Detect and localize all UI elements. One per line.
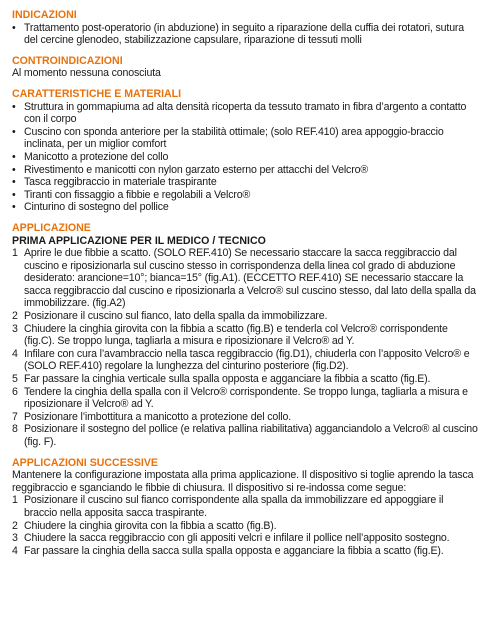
application-steps [12,247,479,449]
subsequent-step [12,545,479,558]
step-number: 7 [12,410,18,423]
features-item: • Manicotto a protezione del collo [12,151,479,164]
step-number: 2 [12,310,18,323]
step-number: 4 [12,544,18,557]
indications-section [12,9,479,47]
features-item: • Cuscino con sponda anteriore per la stabilità ottimale; (solo REF.410) area appoggio-braccio inclinata, per un miglior comfort [12,126,479,151]
subsequent-section [12,457,479,558]
application-step [12,323,479,348]
features-item: • Tiranti con fissaggio a fibbie e regolabili a Velcro® [12,189,479,202]
step-number: 3 [12,532,18,545]
application-step [12,386,479,411]
application-step [12,247,479,310]
step-text: Far passare la cinghia della sacca sulla spalla opposta e agganciare la fibbia a scatto (fig.E). [24,544,444,557]
step-number: 1 [12,247,18,260]
features-item: • Struttura in gommapiuma ad alta densità ricoperta da tessuto tramato in fibra d’argento a contatto con il corpo [12,101,479,126]
features-item: • Rivestimento e manicotti con nylon garzato esterno per attacchi del Velcro® [12,164,479,177]
step-number: 2 [12,519,18,532]
step-text: Chiudere la cinghia girovita con la fibbia a scatto (fig.B). [24,519,277,532]
indications-list [12,22,479,47]
subsequent-intro: Mantenere la configurazione impostata alla prima applicazione. Il dispositivo si toglie aprendo la tasca reggibraccio e sganciando le fibbie di chiusura. Il dispositivo si re-indossa come segue: [12,469,474,494]
indications-item: • Trattamento post-operatorio (in abduzione) in seguito a riparazione della cuffia dei rotatori, sutura del cercine glenodeo, stabilizzazione capsulare, riparazione di tessuti molli [12,22,479,47]
step-number: 4 [12,347,18,360]
step-text: Posizionare l’imbottitura a manicotto a protezione del collo. [24,410,292,423]
step-number: 5 [12,373,18,386]
step-text: Far passare la cinghia verticale sulla spalla opposta e agganciare la fibbia a scatto (fig.E). [24,373,431,386]
step-number: 6 [12,385,18,398]
features-section [12,88,479,214]
application-step [12,423,479,448]
subsequent-step [12,520,479,533]
features-item: • Cinturino di sostegno del pollice [12,201,479,214]
step-text: Chiudere la sacca reggibraccio con gli appositi velcri e infilare il pollice nell’apposito sostegno. [24,532,450,545]
step-text: Posizionare il cuscino sul fianco corrispondente alla spalla da immobilizzare ed appoggiare il braccio nella apposita sacca traspirante. [24,494,444,519]
step-number: 1 [12,494,18,507]
subsequent-step [12,494,479,519]
application-step [12,348,479,373]
subsequent-step [12,532,479,545]
indications-heading: INDICAZIONI [12,9,77,21]
step-text: Chiudere la cinghia girovita con la fibbia a scatto (fig.B) e tenderla col Velcro® corrispondente (fig.C). Se troppo lunga, tagliarla a misura e riposizionare il Velcro® ad Y. [24,322,448,348]
contraindications-text: Al momento nessuna conosciuta [12,67,161,80]
application-heading: APPLICAZIONE [12,221,91,234]
step-text: Posizionare il cuscino sul fianco, lato della spalla da immobilizzare. [24,310,328,323]
application-step [12,310,479,323]
features-item: • Tasca reggibraccio in materiale traspirante [12,176,479,189]
step-text: Infilare con cura l’avambraccio nella tasca reggibraccio (fig.D1), chiuderla con l’apposito Velcro® e (SOLO REF.410) regolare la lunghezza del cinturino posteriore (fig.D2). [24,347,470,373]
step-number: 8 [12,423,18,436]
contraindications-heading: CONTROINDICAZIONI [12,54,123,67]
features-heading: CARATTERISTICHE E MATERIALI [12,87,182,100]
application-step [12,411,479,424]
features-list [12,101,479,214]
contraindications-section [12,55,479,80]
application-subheading: PRIMA APPLICAZIONE PER IL MEDICO / TECNICO [12,234,266,247]
subsequent-heading: APPLICAZIONI SUCCESSIVE [12,456,158,469]
application-section [12,222,479,449]
step-text: Tendere la cinghia della spalla con il Velcro® corrispondente. Se troppo lunga, tagliarla a misura e riposizionare il Velcro® ad Y. [24,385,468,411]
step-text: Posizionare il sostegno del pollice (e relativa pallina riabilitativa) agganciandolo a Velcro® al cuscino (fig. F). [24,423,478,448]
application-step [12,373,479,386]
step-text: Aprire le due fibbie a scatto. (SOLO REF.410) Se necessario staccare la sacca reggibraccio dal cuscino e riposizionarla sul cuscino stesso in corrispondenza della linea col grado di abduzione desiderato: arancione=10°; bianca=15° (fig.A1). (ECCETTO REF.410) SE necessario staccare la sacca reggibraccio dal cuscino e riposizionarla a Velcro® sul cuscino stesso, dal lato della spalla da immobilizzare. (fig.A2) [24,247,476,310]
step-number: 3 [12,322,18,335]
subsequent-steps [12,494,479,557]
